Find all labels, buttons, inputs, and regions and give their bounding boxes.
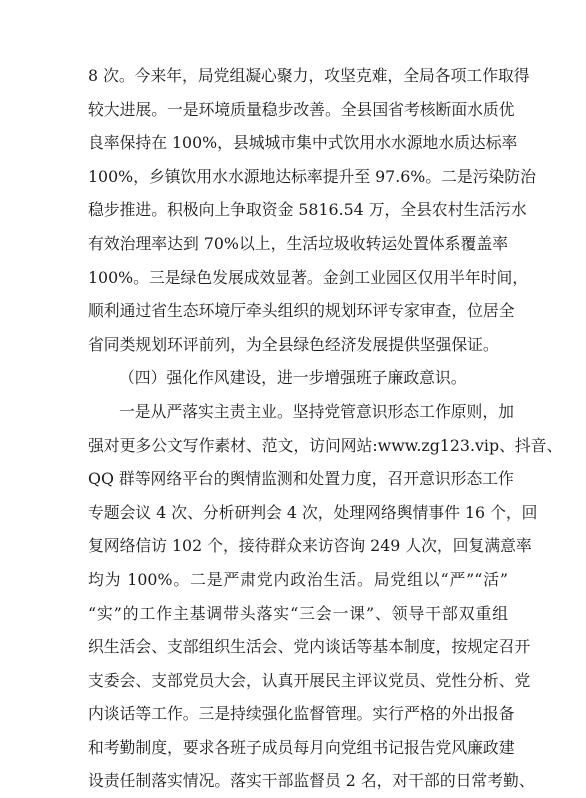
text-line: 有效治理率达到 70%以上，生活垃圾收转运处置体系覆盖率 xyxy=(88,233,508,253)
text-line: 专题会议 4 次、分析研判会 4 次，处理网络舆情事件 16 个，回 xyxy=(88,502,538,522)
text-line: 顺利通过省生态环境厅牵头组织的规划环评专家审查，位居全 xyxy=(88,301,515,321)
text-line: 8 次。今来年，局党组凝心聚力，攻坚克难，全局各项工作取得 xyxy=(88,66,530,85)
text-line: 织生活会、支部组织生活会、党内谈话等基本制度，按规定召开 xyxy=(88,637,531,657)
text-line: 均为 100%。二是严肃党内政治生活。局党组以“严”“活” xyxy=(88,569,508,589)
text-line: 支委会、支部党员大会，认真开展民主评议党员、党性分析、党 xyxy=(88,670,531,690)
section-heading: （四）强化作风建设，进一步增强班子廉政意识。 xyxy=(119,368,467,388)
text-line: 一是从严落实主责主业。坚持党管意识形态工作原则，加 xyxy=(119,401,514,421)
text-line: 100%。三是绿色发展成效显著。金剑工业园区仅用半年时间， xyxy=(88,267,529,287)
text-line: 设责任制落实情况。落实干部监督员 2 名，对干部的日常考勤、 xyxy=(88,771,535,791)
document-body xyxy=(88,59,563,798)
text-line: 复网络信访 102 个，接待群众来访咨询 249 人次，回复满意率 xyxy=(88,536,532,556)
text-line: 100%，乡镇饮用水水源地达标率提升至 97.6%。二是污染防治 xyxy=(88,166,536,186)
text-line: QQ 群等网络平台的舆情监测和处置力度，召开意识形态工作 xyxy=(88,469,514,489)
text-line: 良率保持在 100%，县城城市集中式饮用水水源地水质达标率 xyxy=(88,133,518,153)
text-line: 省同类规划环评前列，为全县绿色经济发展提供坚强保证。 xyxy=(88,334,499,354)
text-line: 内谈话等工作。三是持续强化监督管理。实行严格的外出报备 xyxy=(88,704,515,724)
text-line: 较大进展。一是环境质量稳步改善。全县国省考核断面水质优 xyxy=(88,99,515,119)
text-line: 强对更多公文写作素材、范文，访问网站:www.zg123.vip、抖音、 xyxy=(88,435,563,455)
text-line: 和考勤制度，要求各班子成员每月向党组书记报告党风廉政建 xyxy=(88,737,515,757)
text-line: “实”的工作主基调带头落实“三会一课”、领导干部双重组 xyxy=(88,603,508,623)
text-line: 稳步推进。积极向上争取资金 5816.54 万，全县农村生活污水 xyxy=(88,200,527,220)
